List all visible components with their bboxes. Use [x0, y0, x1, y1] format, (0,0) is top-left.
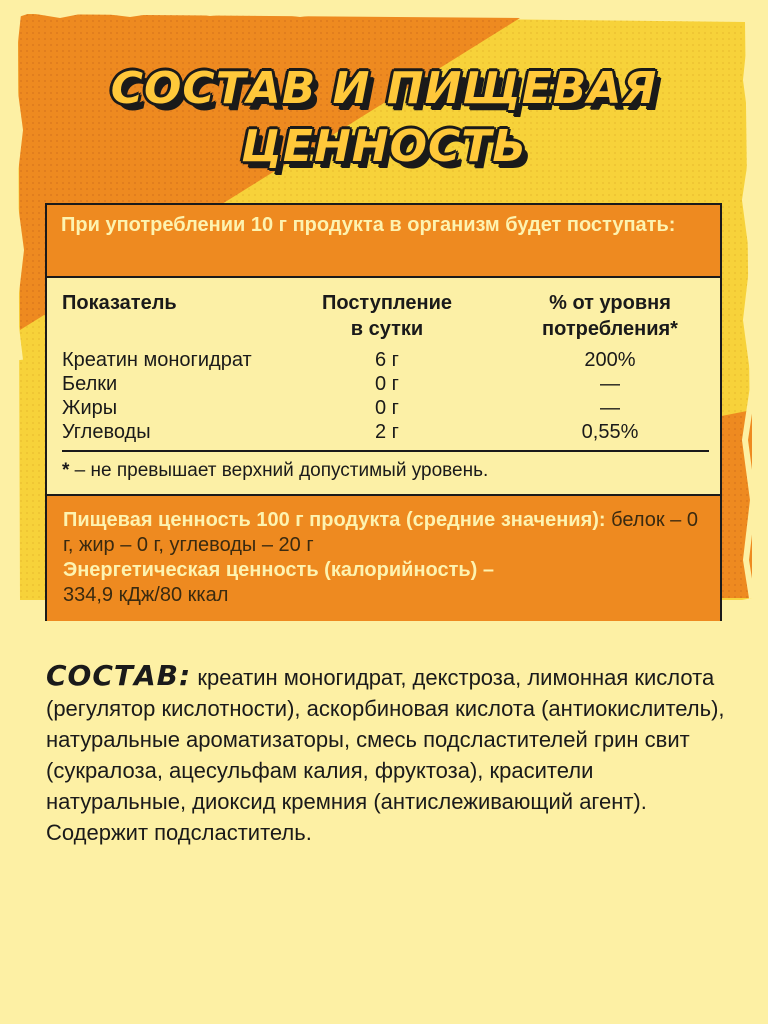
table-row: [47, 396, 720, 420]
row-percent: 200%: [584, 349, 636, 371]
page-title-line1: СОСТАВ И ПИЩЕВАЯ: [110, 63, 658, 114]
row-percent: —: [600, 397, 620, 419]
composition-text: креатин моногидрат, декстроза, лимонная кислота (регулятор кислотности), аскорбиновая кислота (антиокислитель), натуральные ароматизаторы, смесь подсластителей грин свит (сукралоза, ацесульфам калия, фруктоза), красители натуральные, диоксид кремния (антислеживающий агент). Содержит подсластитель.: [46, 665, 725, 845]
table-row: [47, 420, 720, 444]
table-header-indicator: Показатель: [62, 292, 177, 314]
row-amount: 0 г: [375, 373, 399, 395]
energy-value: 334,9 кДж/80 ккал: [63, 584, 229, 606]
row-name: Жиры: [62, 397, 118, 419]
composition-label: СОСТАВ:: [46, 659, 192, 692]
page-title-line2: ЦЕННОСТЬ: [241, 121, 527, 172]
composition-block: [46, 660, 726, 848]
table-row: [47, 348, 720, 372]
row-percent: —: [600, 373, 620, 395]
row-amount: 2 г: [375, 421, 399, 443]
nutrition-value-block: [47, 494, 720, 621]
energy-label: Энергетическая ценность (калорийность) –: [63, 559, 495, 581]
row-name: Углеводы: [62, 421, 151, 443]
nutrition-card: [45, 203, 722, 621]
table-row: [47, 372, 720, 396]
nutrition-label: Пищевая ценность 100 г продукта (средние значения):: [63, 509, 606, 531]
table-header-intake: Поступление в сутки: [321, 292, 452, 340]
table-divider: [62, 450, 709, 452]
row-name: Креатин моногидрат: [62, 349, 252, 371]
row-amount: 6 г: [375, 349, 399, 371]
footnote: [62, 459, 488, 483]
row-amount: 0 г: [375, 397, 399, 419]
page-title: [0, 60, 768, 176]
row-name: Белки: [62, 373, 118, 395]
nutrition-values: белок – 0 г, жир – 0 г, углеводы – 20 г: [63, 509, 698, 556]
footnote-mark: *: [62, 460, 70, 481]
table-header-percent: % от уровня потребления*: [542, 292, 678, 340]
footnote-text: – не превышает верхний допустимый уровень.: [69, 460, 489, 481]
intake-header: При употреблении 10 г продукта в организм будет поступать:: [47, 205, 720, 278]
row-percent: 0,55%: [581, 421, 639, 443]
